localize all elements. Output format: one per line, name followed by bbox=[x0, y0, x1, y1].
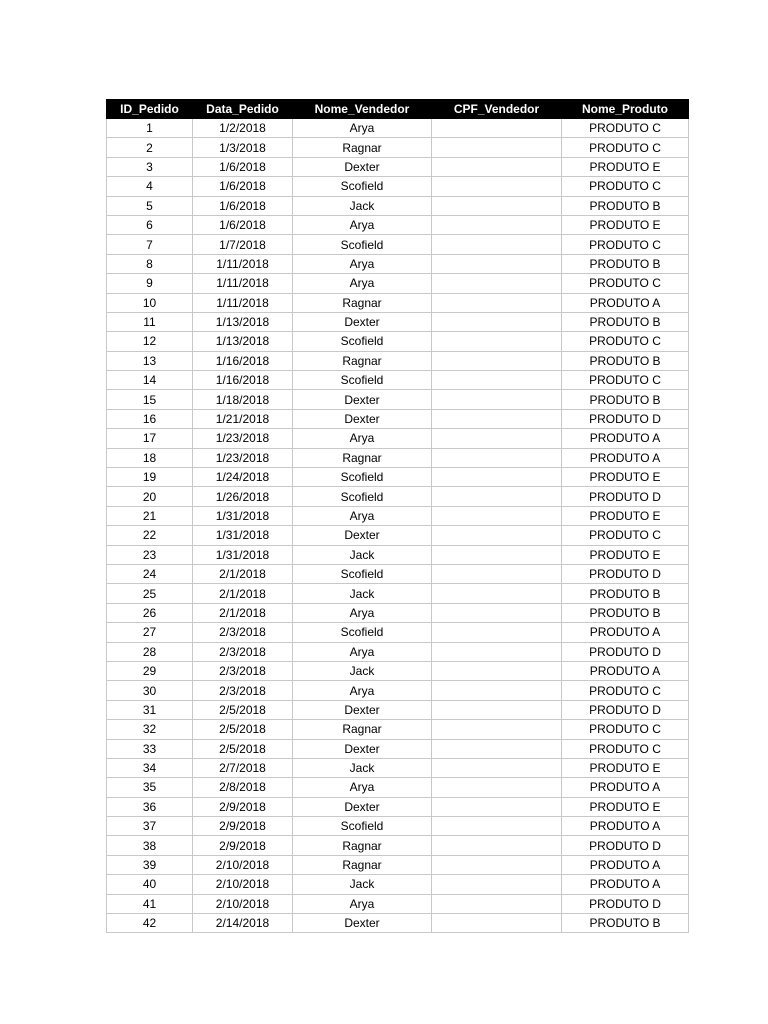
cell-nome-vendedor: Arya bbox=[293, 215, 432, 234]
cell-cpf-vendedor bbox=[432, 720, 562, 739]
cell-cpf-vendedor bbox=[432, 526, 562, 545]
cell-id-pedido: 11 bbox=[107, 312, 193, 331]
cell-nome-vendedor: Scofield bbox=[293, 564, 432, 583]
cell-cpf-vendedor bbox=[432, 700, 562, 719]
cell-data-pedido: 1/6/2018 bbox=[193, 157, 293, 176]
cell-nome-vendedor: Dexter bbox=[293, 157, 432, 176]
cell-id-pedido: 25 bbox=[107, 584, 193, 603]
table-row bbox=[107, 371, 689, 390]
cell-data-pedido: 1/21/2018 bbox=[193, 409, 293, 428]
cell-cpf-vendedor bbox=[432, 739, 562, 758]
cell-id-pedido: 31 bbox=[107, 700, 193, 719]
cell-nome-vendedor: Dexter bbox=[293, 739, 432, 758]
cell-data-pedido: 1/13/2018 bbox=[193, 312, 293, 331]
cell-data-pedido: 1/6/2018 bbox=[193, 177, 293, 196]
cell-nome-vendedor: Dexter bbox=[293, 312, 432, 331]
cell-cpf-vendedor bbox=[432, 817, 562, 836]
cell-cpf-vendedor bbox=[432, 448, 562, 467]
cell-nome-vendedor: Ragnar bbox=[293, 351, 432, 370]
cell-data-pedido: 2/1/2018 bbox=[193, 584, 293, 603]
cell-data-pedido: 1/13/2018 bbox=[193, 332, 293, 351]
cell-data-pedido: 2/9/2018 bbox=[193, 797, 293, 816]
cell-cpf-vendedor bbox=[432, 506, 562, 525]
cell-nome-produto: PRODUTO E bbox=[562, 545, 689, 564]
cell-id-pedido: 23 bbox=[107, 545, 193, 564]
cell-nome-vendedor: Jack bbox=[293, 661, 432, 680]
cell-cpf-vendedor bbox=[432, 894, 562, 913]
cell-nome-produto: PRODUTO A bbox=[562, 661, 689, 680]
cell-id-pedido: 4 bbox=[107, 177, 193, 196]
cell-nome-produto: PRODUTO C bbox=[562, 681, 689, 700]
cell-cpf-vendedor bbox=[432, 681, 562, 700]
cell-cpf-vendedor bbox=[432, 409, 562, 428]
cell-cpf-vendedor bbox=[432, 177, 562, 196]
cell-data-pedido: 1/11/2018 bbox=[193, 274, 293, 293]
cell-cpf-vendedor bbox=[432, 642, 562, 661]
cell-id-pedido: 37 bbox=[107, 817, 193, 836]
column-header-nome-vendedor: Nome_Vendedor bbox=[293, 100, 432, 119]
table-row bbox=[107, 914, 689, 933]
cell-nome-vendedor: Jack bbox=[293, 758, 432, 777]
column-header-nome-produto: Nome_Produto bbox=[562, 100, 689, 119]
cell-nome-produto: PRODUTO C bbox=[562, 177, 689, 196]
cell-id-pedido: 3 bbox=[107, 157, 193, 176]
cell-nome-vendedor: Dexter bbox=[293, 526, 432, 545]
table-row bbox=[107, 293, 689, 312]
cell-nome-produto: PRODUTO E bbox=[562, 215, 689, 234]
cell-nome-produto: PRODUTO B bbox=[562, 254, 689, 273]
cell-nome-produto: PRODUTO A bbox=[562, 448, 689, 467]
table-row bbox=[107, 429, 689, 448]
table-row bbox=[107, 642, 689, 661]
table-row bbox=[107, 390, 689, 409]
table-row bbox=[107, 623, 689, 642]
cell-nome-produto: PRODUTO C bbox=[562, 739, 689, 758]
cell-nome-produto: PRODUTO E bbox=[562, 506, 689, 525]
cell-cpf-vendedor bbox=[432, 797, 562, 816]
table-row bbox=[107, 448, 689, 467]
cell-nome-produto: PRODUTO A bbox=[562, 429, 689, 448]
cell-cpf-vendedor bbox=[432, 119, 562, 138]
cell-nome-vendedor: Arya bbox=[293, 274, 432, 293]
table-body bbox=[107, 119, 689, 933]
cell-id-pedido: 14 bbox=[107, 371, 193, 390]
cell-nome-produto: PRODUTO A bbox=[562, 817, 689, 836]
cell-data-pedido: 1/31/2018 bbox=[193, 545, 293, 564]
cell-nome-produto: PRODUTO C bbox=[562, 332, 689, 351]
cell-cpf-vendedor bbox=[432, 371, 562, 390]
cell-data-pedido: 1/11/2018 bbox=[193, 254, 293, 273]
cell-data-pedido: 2/5/2018 bbox=[193, 720, 293, 739]
cell-cpf-vendedor bbox=[432, 603, 562, 622]
cell-data-pedido: 1/24/2018 bbox=[193, 468, 293, 487]
table-row bbox=[107, 681, 689, 700]
cell-nome-vendedor: Scofield bbox=[293, 817, 432, 836]
cell-data-pedido: 2/9/2018 bbox=[193, 836, 293, 855]
table-row bbox=[107, 758, 689, 777]
cell-nome-vendedor: Scofield bbox=[293, 468, 432, 487]
cell-nome-vendedor: Dexter bbox=[293, 914, 432, 933]
cell-nome-produto: PRODUTO B bbox=[562, 312, 689, 331]
cell-nome-vendedor: Arya bbox=[293, 603, 432, 622]
cell-nome-produto: PRODUTO A bbox=[562, 293, 689, 312]
cell-id-pedido: 13 bbox=[107, 351, 193, 370]
cell-cpf-vendedor bbox=[432, 836, 562, 855]
cell-nome-vendedor: Ragnar bbox=[293, 138, 432, 157]
table-row bbox=[107, 603, 689, 622]
cell-id-pedido: 34 bbox=[107, 758, 193, 777]
cell-data-pedido: 2/10/2018 bbox=[193, 875, 293, 894]
cell-cpf-vendedor bbox=[432, 661, 562, 680]
cell-id-pedido: 8 bbox=[107, 254, 193, 273]
table-row bbox=[107, 836, 689, 855]
cell-id-pedido: 30 bbox=[107, 681, 193, 700]
table-row bbox=[107, 817, 689, 836]
cell-data-pedido: 1/7/2018 bbox=[193, 235, 293, 254]
cell-cpf-vendedor bbox=[432, 157, 562, 176]
cell-nome-vendedor: Ragnar bbox=[293, 293, 432, 312]
cell-id-pedido: 6 bbox=[107, 215, 193, 234]
cell-nome-vendedor: Dexter bbox=[293, 390, 432, 409]
cell-id-pedido: 22 bbox=[107, 526, 193, 545]
cell-cpf-vendedor bbox=[432, 351, 562, 370]
cell-cpf-vendedor bbox=[432, 138, 562, 157]
cell-cpf-vendedor bbox=[432, 564, 562, 583]
cell-id-pedido: 9 bbox=[107, 274, 193, 293]
table-row bbox=[107, 332, 689, 351]
cell-cpf-vendedor bbox=[432, 758, 562, 777]
cell-nome-produto: PRODUTO D bbox=[562, 836, 689, 855]
cell-data-pedido: 2/14/2018 bbox=[193, 914, 293, 933]
cell-cpf-vendedor bbox=[432, 584, 562, 603]
cell-nome-produto: PRODUTO B bbox=[562, 914, 689, 933]
table-row bbox=[107, 700, 689, 719]
cell-id-pedido: 38 bbox=[107, 836, 193, 855]
cell-id-pedido: 10 bbox=[107, 293, 193, 312]
cell-nome-vendedor: Ragnar bbox=[293, 448, 432, 467]
cell-cpf-vendedor bbox=[432, 875, 562, 894]
cell-nome-vendedor: Scofield bbox=[293, 332, 432, 351]
cell-nome-produto: PRODUTO D bbox=[562, 409, 689, 428]
cell-id-pedido: 40 bbox=[107, 875, 193, 894]
cell-cpf-vendedor bbox=[432, 196, 562, 215]
cell-cpf-vendedor bbox=[432, 293, 562, 312]
cell-nome-produto: PRODUTO C bbox=[562, 138, 689, 157]
cell-data-pedido: 2/5/2018 bbox=[193, 739, 293, 758]
cell-id-pedido: 20 bbox=[107, 487, 193, 506]
table-row bbox=[107, 584, 689, 603]
table-row bbox=[107, 196, 689, 215]
cell-nome-produto: PRODUTO B bbox=[562, 390, 689, 409]
cell-cpf-vendedor bbox=[432, 855, 562, 874]
cell-nome-vendedor: Scofield bbox=[293, 177, 432, 196]
cell-nome-vendedor: Arya bbox=[293, 429, 432, 448]
cell-nome-vendedor: Scofield bbox=[293, 487, 432, 506]
cell-nome-vendedor: Jack bbox=[293, 545, 432, 564]
cell-data-pedido: 2/3/2018 bbox=[193, 623, 293, 642]
cell-nome-produto: PRODUTO A bbox=[562, 778, 689, 797]
cell-cpf-vendedor bbox=[432, 429, 562, 448]
cell-id-pedido: 5 bbox=[107, 196, 193, 215]
cell-nome-vendedor: Scofield bbox=[293, 623, 432, 642]
cell-id-pedido: 21 bbox=[107, 506, 193, 525]
cell-id-pedido: 29 bbox=[107, 661, 193, 680]
cell-nome-produto: PRODUTO B bbox=[562, 196, 689, 215]
column-header-id-pedido: ID_Pedido bbox=[107, 100, 193, 119]
cell-id-pedido: 1 bbox=[107, 119, 193, 138]
cell-cpf-vendedor bbox=[432, 274, 562, 293]
table-row bbox=[107, 468, 689, 487]
cell-nome-produto: PRODUTO E bbox=[562, 157, 689, 176]
table-row bbox=[107, 894, 689, 913]
column-header-data-pedido: Data_Pedido bbox=[193, 100, 293, 119]
cell-data-pedido: 1/3/2018 bbox=[193, 138, 293, 157]
cell-data-pedido: 2/10/2018 bbox=[193, 894, 293, 913]
cell-cpf-vendedor bbox=[432, 332, 562, 351]
cell-cpf-vendedor bbox=[432, 545, 562, 564]
cell-nome-produto: PRODUTO B bbox=[562, 603, 689, 622]
cell-data-pedido: 1/23/2018 bbox=[193, 429, 293, 448]
cell-nome-produto: PRODUTO B bbox=[562, 351, 689, 370]
table-row bbox=[107, 875, 689, 894]
cell-data-pedido: 1/11/2018 bbox=[193, 293, 293, 312]
cell-data-pedido: 1/26/2018 bbox=[193, 487, 293, 506]
cell-data-pedido: 1/16/2018 bbox=[193, 351, 293, 370]
cell-data-pedido: 2/9/2018 bbox=[193, 817, 293, 836]
cell-nome-produto: PRODUTO C bbox=[562, 526, 689, 545]
column-header-cpf-vendedor: CPF_Vendedor bbox=[432, 100, 562, 119]
cell-id-pedido: 12 bbox=[107, 332, 193, 351]
table-row bbox=[107, 274, 689, 293]
cell-nome-vendedor: Jack bbox=[293, 196, 432, 215]
cell-nome-produto: PRODUTO B bbox=[562, 584, 689, 603]
table-row bbox=[107, 855, 689, 874]
cell-data-pedido: 2/3/2018 bbox=[193, 661, 293, 680]
cell-nome-vendedor: Arya bbox=[293, 681, 432, 700]
cell-data-pedido: 2/8/2018 bbox=[193, 778, 293, 797]
table-row bbox=[107, 254, 689, 273]
cell-nome-vendedor: Arya bbox=[293, 119, 432, 138]
cell-nome-vendedor: Scofield bbox=[293, 371, 432, 390]
cell-nome-vendedor: Arya bbox=[293, 894, 432, 913]
cell-id-pedido: 24 bbox=[107, 564, 193, 583]
cell-nome-produto: PRODUTO E bbox=[562, 758, 689, 777]
cell-nome-produto: PRODUTO E bbox=[562, 797, 689, 816]
cell-id-pedido: 2 bbox=[107, 138, 193, 157]
table-row bbox=[107, 138, 689, 157]
cell-nome-vendedor: Jack bbox=[293, 584, 432, 603]
cell-nome-produto: PRODUTO A bbox=[562, 875, 689, 894]
cell-data-pedido: 1/23/2018 bbox=[193, 448, 293, 467]
table-row bbox=[107, 545, 689, 564]
cell-nome-vendedor: Arya bbox=[293, 778, 432, 797]
cell-id-pedido: 16 bbox=[107, 409, 193, 428]
cell-cpf-vendedor bbox=[432, 235, 562, 254]
cell-id-pedido: 17 bbox=[107, 429, 193, 448]
table-row bbox=[107, 177, 689, 196]
cell-id-pedido: 7 bbox=[107, 235, 193, 254]
table-row bbox=[107, 564, 689, 583]
cell-data-pedido: 1/2/2018 bbox=[193, 119, 293, 138]
table-row bbox=[107, 235, 689, 254]
cell-id-pedido: 15 bbox=[107, 390, 193, 409]
cell-data-pedido: 2/7/2018 bbox=[193, 758, 293, 777]
cell-id-pedido: 36 bbox=[107, 797, 193, 816]
cell-data-pedido: 2/10/2018 bbox=[193, 855, 293, 874]
cell-nome-vendedor: Arya bbox=[293, 642, 432, 661]
cell-data-pedido: 1/31/2018 bbox=[193, 526, 293, 545]
cell-id-pedido: 33 bbox=[107, 739, 193, 758]
cell-nome-vendedor: Ragnar bbox=[293, 720, 432, 739]
cell-nome-produto: PRODUTO D bbox=[562, 700, 689, 719]
cell-nome-vendedor: Dexter bbox=[293, 797, 432, 816]
cell-nome-produto: PRODUTO A bbox=[562, 623, 689, 642]
cell-id-pedido: 39 bbox=[107, 855, 193, 874]
table-row bbox=[107, 351, 689, 370]
table-header bbox=[107, 100, 689, 119]
cell-data-pedido: 2/3/2018 bbox=[193, 642, 293, 661]
cell-nome-produto: PRODUTO C bbox=[562, 119, 689, 138]
cell-nome-vendedor: Arya bbox=[293, 506, 432, 525]
cell-nome-vendedor: Dexter bbox=[293, 700, 432, 719]
table-row bbox=[107, 661, 689, 680]
cell-nome-produto: PRODUTO C bbox=[562, 235, 689, 254]
cell-nome-produto: PRODUTO D bbox=[562, 894, 689, 913]
cell-data-pedido: 1/18/2018 bbox=[193, 390, 293, 409]
table-row bbox=[107, 797, 689, 816]
cell-id-pedido: 28 bbox=[107, 642, 193, 661]
cell-data-pedido: 2/5/2018 bbox=[193, 700, 293, 719]
table-row bbox=[107, 119, 689, 138]
cell-cpf-vendedor bbox=[432, 312, 562, 331]
table-row bbox=[107, 506, 689, 525]
cell-nome-produto: PRODUTO D bbox=[562, 487, 689, 506]
cell-cpf-vendedor bbox=[432, 254, 562, 273]
orders-table bbox=[106, 99, 689, 933]
cell-nome-vendedor: Scofield bbox=[293, 235, 432, 254]
cell-nome-vendedor: Ragnar bbox=[293, 836, 432, 855]
cell-data-pedido: 1/6/2018 bbox=[193, 215, 293, 234]
cell-id-pedido: 41 bbox=[107, 894, 193, 913]
table-row bbox=[107, 778, 689, 797]
cell-id-pedido: 27 bbox=[107, 623, 193, 642]
cell-nome-produto: PRODUTO C bbox=[562, 720, 689, 739]
cell-id-pedido: 42 bbox=[107, 914, 193, 933]
cell-cpf-vendedor bbox=[432, 914, 562, 933]
cell-cpf-vendedor bbox=[432, 390, 562, 409]
table-row bbox=[107, 409, 689, 428]
cell-cpf-vendedor bbox=[432, 487, 562, 506]
cell-cpf-vendedor bbox=[432, 215, 562, 234]
table-row bbox=[107, 739, 689, 758]
cell-cpf-vendedor bbox=[432, 468, 562, 487]
cell-cpf-vendedor bbox=[432, 778, 562, 797]
cell-data-pedido: 2/3/2018 bbox=[193, 681, 293, 700]
cell-data-pedido: 1/6/2018 bbox=[193, 196, 293, 215]
table-row bbox=[107, 526, 689, 545]
cell-id-pedido: 19 bbox=[107, 468, 193, 487]
cell-data-pedido: 1/16/2018 bbox=[193, 371, 293, 390]
cell-nome-produto: PRODUTO D bbox=[562, 564, 689, 583]
cell-id-pedido: 18 bbox=[107, 448, 193, 467]
cell-id-pedido: 35 bbox=[107, 778, 193, 797]
cell-id-pedido: 32 bbox=[107, 720, 193, 739]
cell-nome-produto: PRODUTO E bbox=[562, 468, 689, 487]
cell-nome-vendedor: Jack bbox=[293, 875, 432, 894]
cell-data-pedido: 1/31/2018 bbox=[193, 506, 293, 525]
header-row bbox=[107, 100, 689, 119]
table-row bbox=[107, 720, 689, 739]
table-row bbox=[107, 215, 689, 234]
cell-nome-produto: PRODUTO D bbox=[562, 642, 689, 661]
cell-cpf-vendedor bbox=[432, 623, 562, 642]
table-row bbox=[107, 157, 689, 176]
cell-nome-vendedor: Dexter bbox=[293, 409, 432, 428]
cell-nome-produto: PRODUTO C bbox=[562, 371, 689, 390]
cell-data-pedido: 2/1/2018 bbox=[193, 603, 293, 622]
cell-nome-produto: PRODUTO A bbox=[562, 855, 689, 874]
cell-nome-vendedor: Ragnar bbox=[293, 855, 432, 874]
table-row bbox=[107, 487, 689, 506]
cell-nome-produto: PRODUTO C bbox=[562, 274, 689, 293]
cell-data-pedido: 2/1/2018 bbox=[193, 564, 293, 583]
cell-nome-vendedor: Arya bbox=[293, 254, 432, 273]
cell-id-pedido: 26 bbox=[107, 603, 193, 622]
table-row bbox=[107, 312, 689, 331]
